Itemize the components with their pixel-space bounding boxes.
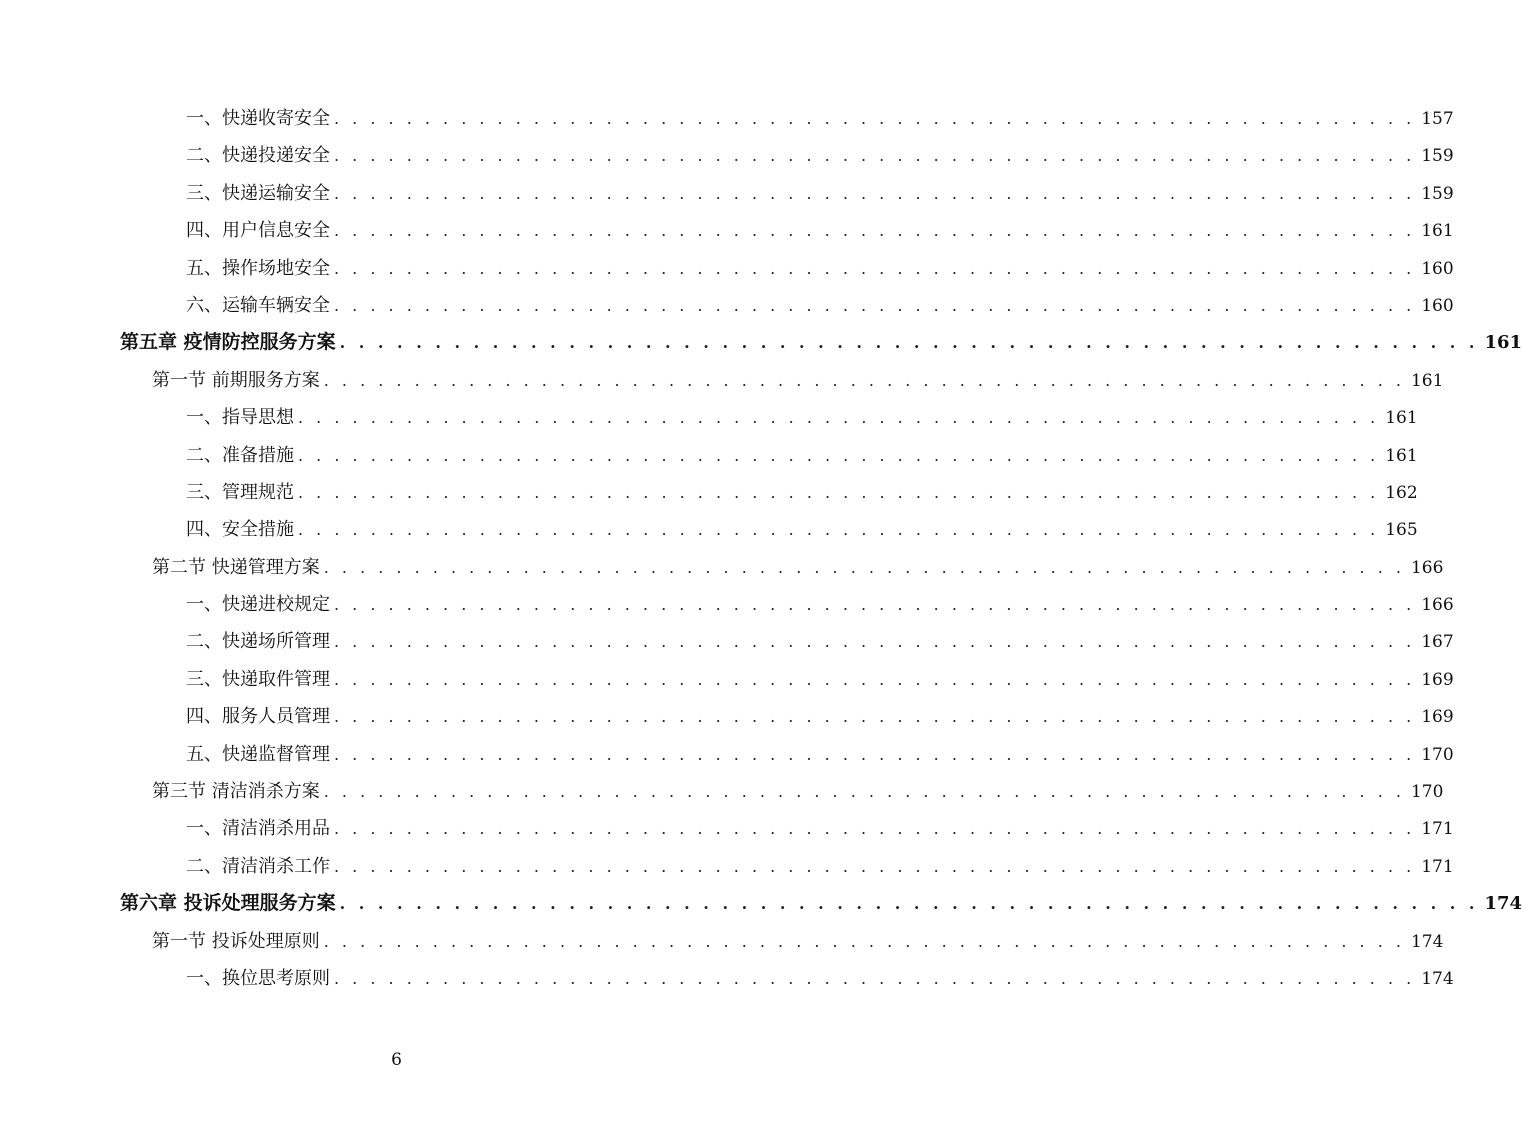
toc-entry-label: 二、清洁消杀工作 bbox=[186, 855, 330, 877]
toc-leader-dots: . . . . . . . . . . . . . . . . . . . . . . . . . . . . . . . . . . . . . . . . . . . . . . . . . . . . . . . . . . . . bbox=[298, 445, 1380, 465]
toc-entry-label: 一、指导思想 bbox=[186, 407, 294, 429]
toc-leader-dots: . . . . . . . . . . . . . . . . . . . . . . . . . . . . . . . . . . . . . . . . . . . . . . . . . . . . . . . . . . . . bbox=[339, 894, 1479, 914]
toc-leader-dots: . . . . . . . . . . . . . . . . . . . . . . . . . . . . . . . . . . . . . . . . . . . . . . . . . . . . . . . . . . . . bbox=[334, 856, 1416, 876]
toc-item-entry[interactable] bbox=[120, 960, 1454, 997]
toc-item-entry[interactable] bbox=[120, 661, 1454, 698]
toc-item-entry[interactable] bbox=[120, 511, 1418, 548]
toc-leader-dots: . . . . . . . . . . . . . . . . . . . . . . . . . . . . . . . . . . . . . . . . . . . . . . . . . . . . . . . . . . . . bbox=[298, 408, 1380, 428]
toc-entry-page: 171 bbox=[1421, 856, 1454, 877]
toc-item-entry[interactable] bbox=[120, 212, 1454, 249]
toc-entry-page: 161 bbox=[1385, 445, 1418, 466]
toc-entry-label: 五、快递监督管理 bbox=[186, 743, 330, 765]
toc-section-entry[interactable] bbox=[120, 362, 1444, 399]
toc-entry-label: 一、清洁消杀用品 bbox=[186, 818, 330, 840]
toc-leader-dots: . . . . . . . . . . . . . . . . . . . . . . . . . . . . . . . . . . . . . . . . . . . . . . . . . . . . . . . . . . . . bbox=[334, 595, 1416, 615]
toc-entry-page: 169 bbox=[1421, 669, 1454, 690]
toc-entry-page: 165 bbox=[1385, 520, 1418, 541]
toc-leader-dots: . . . . . . . . . . . . . . . . . . . . . . . . . . . . . . . . . . . . . . . . . . . . . . . . . . . . . . . . . . . . bbox=[334, 744, 1416, 764]
toc-leader-dots: . . . . . . . . . . . . . . . . . . . . . . . . . . . . . . . . . . . . . . . . . . . . . . . . . . . . . . . . . . . . bbox=[334, 632, 1416, 652]
toc-leader-dots: . . . . . . . . . . . . . . . . . . . . . . . . . . . . . . . . . . . . . . . . . . . . . . . . . . . . . . . . . . . . bbox=[334, 109, 1416, 128]
toc-entry-page: 174 bbox=[1421, 968, 1454, 989]
toc-entry-label: 一、快递进校规定 bbox=[186, 594, 330, 616]
toc-leader-dots: . . . . . . . . . . . . . . . . . . . . . . . . . . . . . . . . . . . . . . . . . . . . . . . . . . . . . . . . . . . . bbox=[298, 520, 1380, 540]
toc-entry-page: 166 bbox=[1421, 595, 1454, 616]
toc-leader-dots: . . . . . . . . . . . . . . . . . . . . . . . . . . . . . . . . . . . . . . . . . . . . . . . . . . . . . . . . . . . . bbox=[323, 557, 1405, 577]
toc-item-entry[interactable] bbox=[120, 848, 1454, 885]
toc-entry-page: 162 bbox=[1385, 482, 1418, 503]
toc-entry-label: 五、操作场地安全 bbox=[186, 257, 330, 279]
toc-entry-page: 160 bbox=[1421, 295, 1454, 316]
toc-entry-page: 170 bbox=[1410, 782, 1444, 803]
toc-entry-label: 四、用户信息安全 bbox=[186, 220, 330, 242]
toc-item-entry[interactable] bbox=[120, 250, 1454, 287]
toc-entry-label: 四、安全措施 bbox=[186, 519, 294, 541]
toc-entry-label: 第二节 快递管理方案 bbox=[152, 556, 320, 578]
toc-entry-page: 167 bbox=[1421, 632, 1454, 653]
toc-leader-dots: . . . . . . . . . . . . . . . . . . . . . . . . . . . . . . . . . . . . . . . . . . . . . . . . . . . . . . . . . . . . bbox=[323, 782, 1405, 802]
toc-leader-dots: . . . . . . . . . . . . . . . . . . . . . . . . . . . . . . . . . . . . . . . . . . . . . . . . . . . . . . . . . . . . bbox=[339, 333, 1479, 353]
toc-entry-page: 161 bbox=[1484, 332, 1522, 354]
toc-item-entry[interactable] bbox=[120, 736, 1454, 773]
toc-leader-dots: . . . . . . . . . . . . . . . . . . . . . . . . . . . . . . . . . . . . . . . . . . . . . . . . . . . . . . . . . . . . bbox=[334, 146, 1416, 166]
toc-item-entry[interactable] bbox=[120, 810, 1454, 847]
toc-entry-page: 157 bbox=[1421, 109, 1454, 129]
toc-entry-page: 159 bbox=[1421, 146, 1454, 167]
toc-entry-label: 第一节 投诉处理原则 bbox=[152, 930, 320, 952]
toc-leader-dots: . . . . . . . . . . . . . . . . . . . . . . . . . . . . . . . . . . . . . . . . . . . . . . . . . . . . . . . . . . . . bbox=[334, 707, 1416, 727]
toc-item-entry[interactable] bbox=[120, 586, 1454, 623]
toc-entry-label: 第五章 疫情防控服务方案 bbox=[120, 331, 336, 354]
toc-entry-label: 三、快递取件管理 bbox=[186, 668, 330, 690]
toc-section-entry[interactable] bbox=[120, 773, 1444, 810]
toc-chapter-entry[interactable] bbox=[120, 324, 1522, 361]
toc-entry-page: 161 bbox=[1410, 370, 1444, 391]
toc-entry-label: 二、准备措施 bbox=[186, 444, 294, 466]
toc-entry-page: 174 bbox=[1410, 931, 1444, 952]
toc-entry-label: 一、快递收寄安全 bbox=[186, 108, 330, 129]
toc-entry-label: 二、快递投递安全 bbox=[186, 145, 330, 167]
toc-entry-label: 三、快递运输安全 bbox=[186, 182, 330, 204]
toc-leader-dots: . . . . . . . . . . . . . . . . . . . . . . . . . . . . . . . . . . . . . . . . . . . . . . . . . . . . . . . . . . . . bbox=[334, 258, 1416, 278]
toc-item-entry[interactable] bbox=[120, 287, 1454, 324]
toc-entry-page: 160 bbox=[1421, 258, 1454, 279]
toc-entry-page: 161 bbox=[1421, 221, 1454, 242]
toc-entry-label: 二、快递场所管理 bbox=[186, 631, 330, 653]
toc-entry-label: 第一节 前期服务方案 bbox=[152, 369, 320, 391]
toc-entry-page: 161 bbox=[1385, 408, 1418, 429]
toc-entry-label: 四、服务人员管理 bbox=[186, 706, 330, 728]
table-of-contents bbox=[120, 100, 1522, 997]
toc-entry-page: 166 bbox=[1410, 557, 1444, 578]
toc-entry-label: 三、管理规范 bbox=[186, 481, 294, 503]
toc-item-entry[interactable] bbox=[120, 100, 1454, 137]
toc-leader-dots: . . . . . . . . . . . . . . . . . . . . . . . . . . . . . . . . . . . . . . . . . . . . . . . . . . . . . . . . . . . . bbox=[334, 669, 1416, 689]
toc-leader-dots: . . . . . . . . . . . . . . . . . . . . . . . . . . . . . . . . . . . . . . . . . . . . . . . . . . . . . . . . . . . . bbox=[334, 221, 1416, 241]
toc-entry-page: 171 bbox=[1421, 819, 1454, 840]
toc-leader-dots: . . . . . . . . . . . . . . . . . . . . . . . . . . . . . . . . . . . . . . . . . . . . . . . . . . . . . . . . . . . . bbox=[334, 819, 1416, 839]
toc-entry-label: 六、运输车辆安全 bbox=[186, 294, 330, 316]
toc-leader-dots: . . . . . . . . . . . . . . . . . . . . . . . . . . . . . . . . . . . . . . . . . . . . . . . . . . . . . . . . . . . . bbox=[323, 931, 1405, 951]
toc-section-entry[interactable] bbox=[120, 923, 1444, 960]
toc-leader-dots: . . . . . . . . . . . . . . . . . . . . . . . . . . . . . . . . . . . . . . . . . . . . . . . . . . . . . . . . . . . . bbox=[334, 183, 1416, 203]
toc-item-entry[interactable] bbox=[120, 137, 1454, 174]
toc-entry-page: 159 bbox=[1421, 183, 1454, 204]
toc-item-entry[interactable] bbox=[120, 399, 1418, 436]
toc-entry-label: 第六章 投诉处理服务方案 bbox=[120, 892, 336, 915]
toc-section-entry[interactable] bbox=[120, 549, 1444, 586]
toc-leader-dots: . . . . . . . . . . . . . . . . . . . . . . . . . . . . . . . . . . . . . . . . . . . . . . . . . . . . . . . . . . . . bbox=[298, 482, 1380, 502]
toc-item-entry[interactable] bbox=[120, 474, 1418, 511]
page-number: 6 bbox=[391, 1050, 402, 1070]
toc-entry-label: 一、换位思考原则 bbox=[186, 967, 330, 989]
toc-item-entry[interactable] bbox=[120, 437, 1418, 474]
toc-leader-dots: . . . . . . . . . . . . . . . . . . . . . . . . . . . . . . . . . . . . . . . . . . . . . . . . . . . . . . . . . . . . bbox=[334, 295, 1416, 315]
toc-entry-page: 174 bbox=[1484, 893, 1522, 915]
toc-leader-dots: . . . . . . . . . . . . . . . . . . . . . . . . . . . . . . . . . . . . . . . . . . . . . . . . . . . . . . . . . . . . bbox=[334, 968, 1416, 988]
toc-entry-page: 170 bbox=[1421, 744, 1454, 765]
toc-entry-label: 第三节 清洁消杀方案 bbox=[152, 781, 320, 803]
toc-entry-page: 169 bbox=[1421, 707, 1454, 728]
toc-leader-dots: . . . . . . . . . . . . . . . . . . . . . . . . . . . . . . . . . . . . . . . . . . . . . . . . . . . . . . . . . . . . bbox=[323, 370, 1405, 390]
toc-chapter-entry[interactable] bbox=[120, 885, 1522, 922]
toc-item-entry[interactable] bbox=[120, 623, 1454, 660]
toc-item-entry[interactable] bbox=[120, 175, 1454, 212]
toc-item-entry[interactable] bbox=[120, 698, 1454, 735]
